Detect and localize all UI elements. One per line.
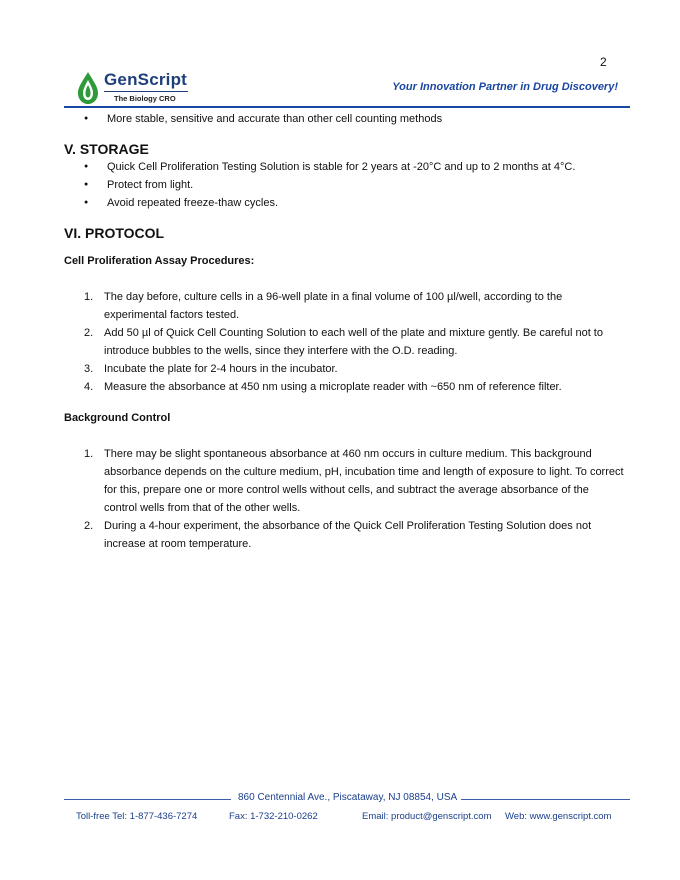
storage-heading: V. STORAGE [64, 141, 149, 157]
footer-phone: Toll-free Tel: 1-877-436-7274 [76, 811, 198, 822]
logo-wordmark: GenScript [104, 70, 188, 89]
footer-website[interactable]: Web: www.genscript.com [505, 811, 612, 822]
footer-email[interactable]: Email: product@genscript.com [362, 811, 492, 822]
step-text: Incubate the plate for 2-4 hours in the incubator. [104, 363, 338, 375]
protocol-heading: VI. PROTOCOL [64, 225, 165, 241]
storage-list [64, 158, 624, 212]
step-number: 1. [84, 291, 94, 303]
step-text: Add 50 µl of Quick Cell Counting Solution to each well of the plate and mixture gently. Be careful not to introduce bubbles to the wells, since they interfere with the O.D. reading. [104, 327, 603, 357]
step-text: The day before, culture cells in a 96-well plate in a final volume of 100 µl/well, according to the experimental factors tested. [104, 291, 563, 321]
genscript-logo [76, 70, 196, 106]
list-item [64, 288, 624, 324]
background-control-title: Background Control [64, 412, 171, 424]
background-steps [64, 445, 624, 553]
list-item: ● Avoid repeated freeze-thaw cycles. [64, 194, 624, 212]
step-number: 1. [84, 448, 94, 460]
step-number: 2. [84, 520, 94, 532]
list-item [64, 378, 624, 396]
footer-divider-left [64, 799, 231, 800]
footer-address-row [64, 791, 630, 807]
step-number: 3. [84, 363, 94, 375]
leaf-drop-icon [76, 70, 100, 106]
step-text: There may be slight spontaneous absorbance at 460 nm occurs in culture medium. This background absorbance depends on the culture medium, pH, incubation time and length of exposure to light. To correct for this, prepare one or more control wells without cells, and subtract the average absorbance of the control wells from that of the other wells. [104, 448, 624, 514]
page-number: 2 [600, 55, 607, 69]
assay-steps [64, 288, 624, 396]
list-item [64, 445, 624, 517]
document-body [64, 110, 624, 553]
assay-procedures-title: Cell Proliferation Assay Procedures: [64, 255, 255, 267]
list-item [64, 324, 624, 360]
step-number: 2. [84, 327, 94, 339]
step-number: 4. [84, 381, 94, 393]
footer-address: 860 Centennial Ave., Piscataway, NJ 08854, USA [238, 792, 458, 803]
list-item: ● Protect from light. [64, 176, 624, 194]
list-item [64, 517, 624, 553]
list-item: ● Quick Cell Proliferation Testing Solution is stable for 2 years at -20°C and up to 2 months at 4°C. [64, 158, 624, 176]
logo-tagline: The Biology CRO [114, 94, 176, 103]
logo-underline [104, 91, 188, 92]
step-text: During a 4-hour experiment, the absorbance of the Quick Cell Proliferation Testing Solution does not increase at room temperature. [104, 520, 592, 550]
footer-fax: Fax: 1-732-210-0262 [229, 811, 318, 822]
step-text: Measure the absorbance at 450 nm using a microplate reader with ~650 nm of reference filter. [104, 381, 562, 393]
footer-divider-right [461, 799, 630, 800]
list-item [64, 360, 624, 378]
header-tagline: Your Innovation Partner in Drug Discovery! [392, 81, 618, 93]
list-item: ● More stable, sensitive and accurate than other cell counting methods [64, 110, 624, 128]
feature-list [64, 110, 624, 128]
header-divider [64, 106, 630, 108]
